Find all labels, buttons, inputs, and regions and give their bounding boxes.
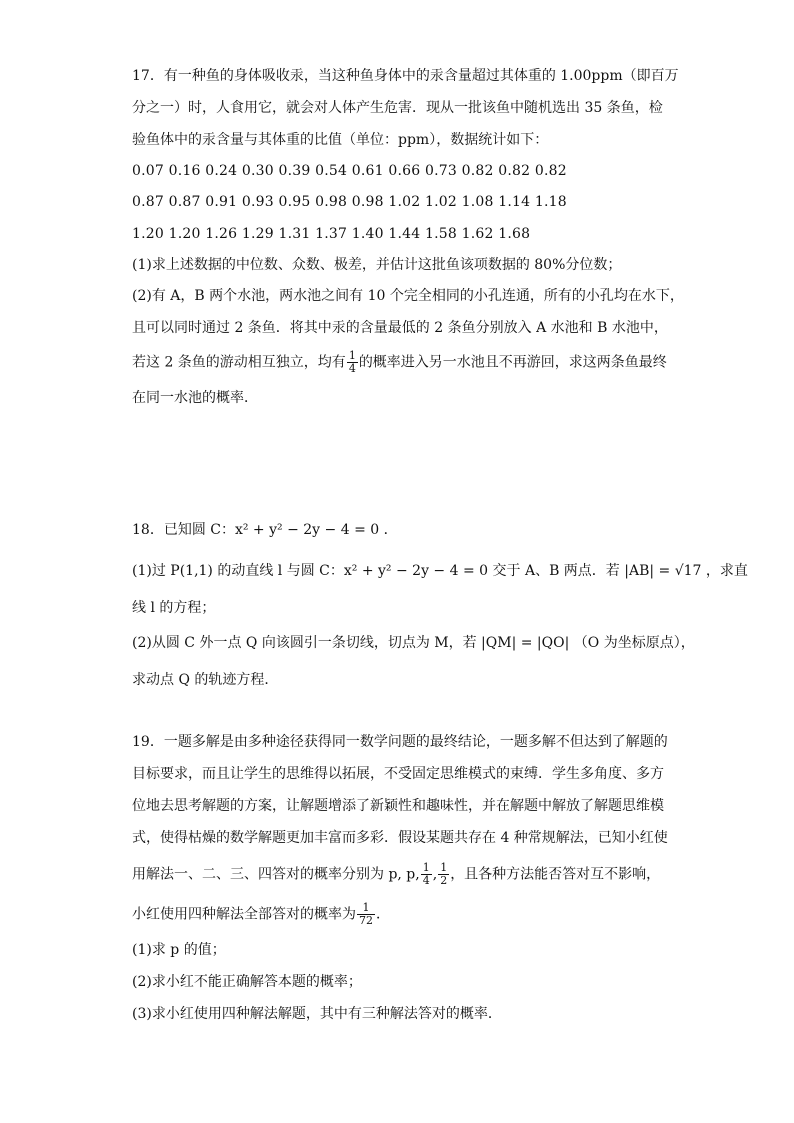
q19-line-5 [132,862,672,887]
fraction-denominator: 2 [440,874,448,887]
q17-part-2-line-3-start: 若这 2 条鱼的游动相互独立，均有 [132,354,346,371]
fraction-numerator: 1 [422,861,430,874]
q17-part-2-line-4: 在同一水池的概率． [132,390,258,406]
q17-part-2-line-3 [132,350,672,375]
fraction-numerator: 1 [348,349,356,362]
q17-line-1: 17．有一种鱼的身体吸收汞，当这种鱼身体中的汞含量超过其体重的 1.00ppm（即百万 [132,68,679,84]
q18-part-2-line-2: 求动点 Q 的轨迹方程． [132,672,279,688]
q17-line-2: 分之一）时，人食用它，就会对人体产生危害．现从一批该鱼中随机选出 35 条鱼，检 [132,100,663,116]
q17-part-2-line-1: (2)有 A，B 两个水池，两水池之间有 10 个完全相同的小孔连通，所有的小孔均在水下， [132,288,684,304]
fraction-denominator: 4 [348,362,356,375]
q17-data-row-2: 0.87 0.87 0.91 0.93 0.95 0.98 0.98 1.02 1.02 1.08 1.14 1.18 [132,194,567,210]
fraction-separator: , [432,866,438,883]
fraction-denominator: 72 [359,914,373,927]
q17-part-2-line-3-end: 的概率进入另一水池且不再游回，求这两条鱼最终 [358,354,667,371]
fraction-one-half [438,862,449,887]
fraction-denominator: 4 [422,874,430,887]
q19-line-6-end: ． [376,906,390,923]
q17-data-row-1: 0.07 0.16 0.24 0.30 0.39 0.54 0.61 0.66 0.73 0.82 0.82 0.82 [132,163,567,179]
q17-data-row-3: 1.20 1.20 1.26 1.29 1.31 1.37 1.40 1.44 1.58 1.62 1.68 [132,226,531,242]
q19-line-5-end: ，且各种方法能否答对互不影响， [450,866,661,883]
q19-line-6-start: 小红使用四种解法全部答对的概率为 [132,906,356,923]
q19-part-1: (1)求 p 的值； [132,942,226,958]
q17-part-2-line-2: 且可以同时通过 2 条鱼．将其中汞的含量最低的 2 条鱼分别放入 A 水池和 B 水池中， [132,320,668,336]
q19-line-4: 式，使得枯燥的数学解题更加丰富而多彩．假设某题共存在 4 种常规解法，已知小红使 [132,830,668,846]
q17-line-3: 验鱼体中的汞含量与其体重的比值（单位：ppm），数据统计如下： [132,132,549,148]
q19-line-2: 目标要求，而且让学生的思维得以拓展，不受固定思维模式的束缚．学生多角度、多方 [132,766,664,782]
q18-part-2-line-1: (2)从圆 C 外一点 Q 向该圆引一条切线，切点为 M，若 |QM| = |QO| （O 为坐标原点）， [132,635,695,651]
q19-line-3: 位地去思考解题的方案，让解题增添了新颖性和趣味性，并在解题中解放了解题思维模 [132,798,664,814]
q17-part-1: (1)求上述数据的中位数、众数、极差，并估计这批鱼该项数据的 80%分位数； [132,257,622,273]
q18-part-1-line-1: (1)过 P(1,1) 的动直线 l 与圆 C：x² + y² − 2y − 4 = 0 交于 A、B 两点．若 |AB| = √17 ，求直 [132,563,748,579]
fraction-one-seventy-second [357,902,375,927]
q19-part-2: (2)求小红不能正确解答本题的概率； [132,974,362,990]
q19-line-6 [132,902,672,927]
fraction-numerator: 1 [357,902,375,915]
q19-line-1: 19．一题多解是由多种途径获得同一数学问题的最终结论，一题多解不但达到了解题的 [132,734,668,750]
fraction-numerator: 1 [440,861,448,874]
q18-part-1-line-2: 线 l 的方程； [132,600,216,616]
fraction-one-quarter [347,350,358,375]
q19-part-3: (3)求小红使用四种解法解题，其中有三种解法答对的概率． [132,1006,502,1022]
fraction-one-quarter [421,862,432,887]
q19-line-5-start: 用解法一、二、三、四答对的概率分别为 p, p, [132,866,420,883]
q18-line-1: 18．已知圆 C：x² + y² − 2y − 4 = 0 ． [132,522,398,538]
